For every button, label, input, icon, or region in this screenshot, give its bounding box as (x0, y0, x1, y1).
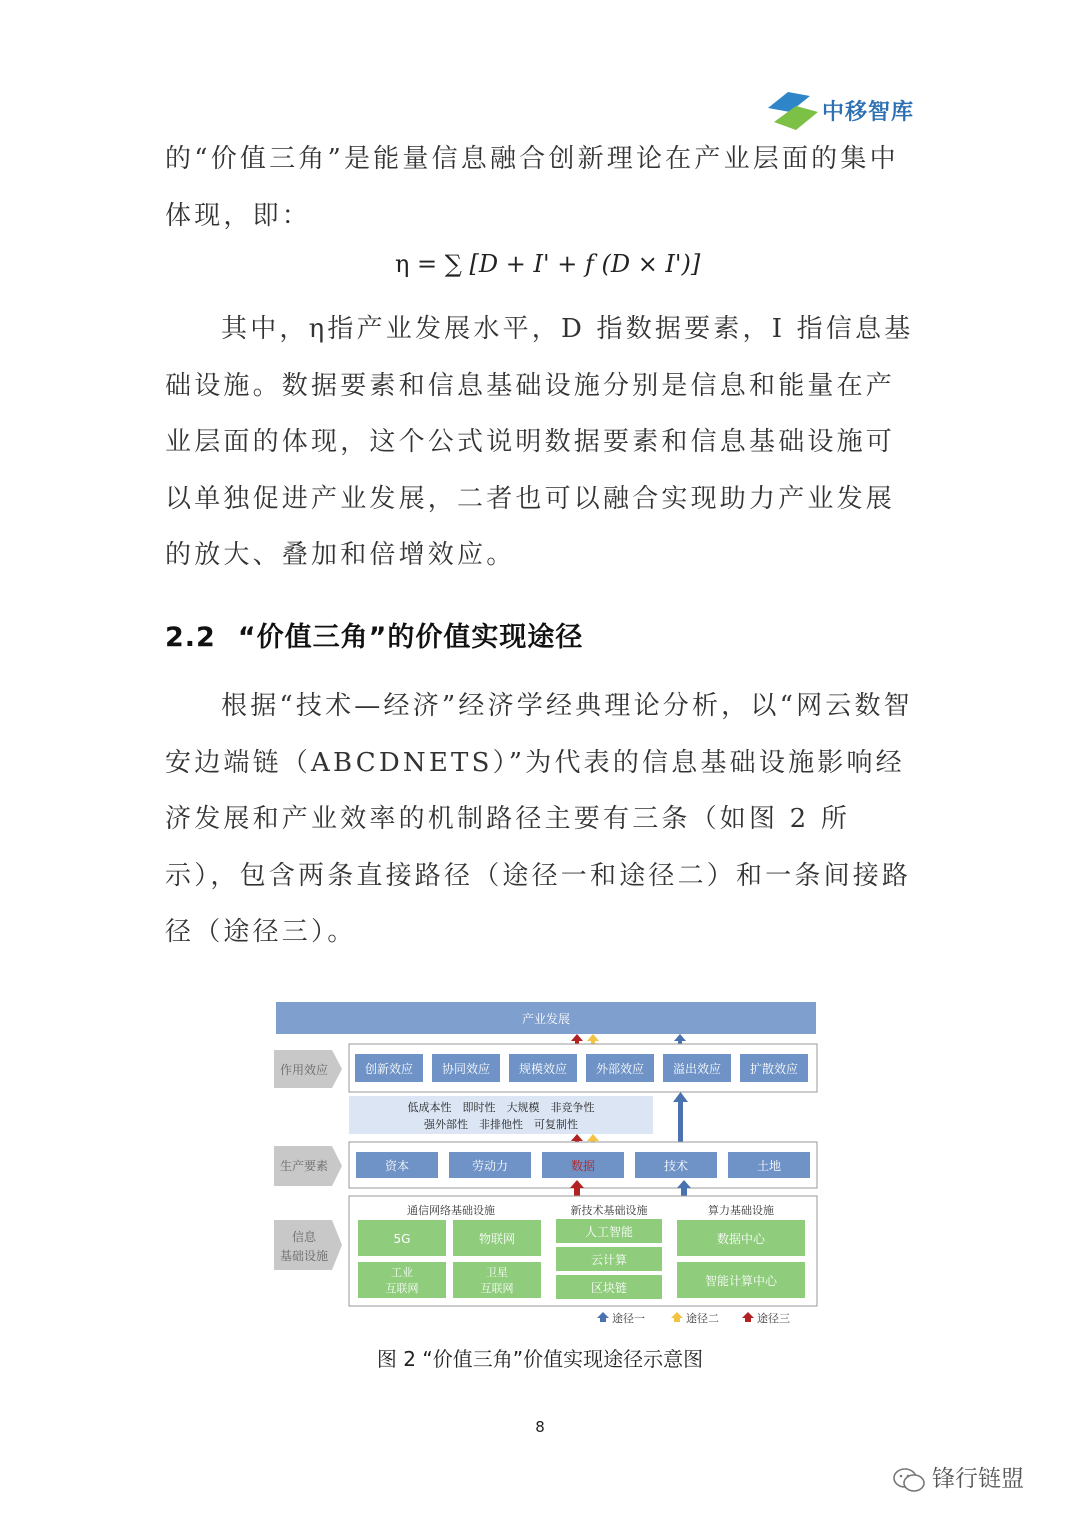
wechat-icon (892, 1467, 926, 1493)
page-number: 8 (535, 1418, 545, 1436)
value-path-diagram (270, 998, 830, 1338)
paragraph-3: 根据“技术—经济”经济学经典理论分析，以“网云数智安边端链（ABCDNETS）”为代表的信息基础设施影响经济发展和产业效率的机制路径主要有三条（如图 2 所示），包含两条直接路径（途径一和途径二）和一条间接路径（途径三）。 (165, 691, 913, 947)
arrow-path1-head (673, 1092, 688, 1102)
group-title-newtech: 新技术基础设施 (570, 1204, 648, 1217)
section-heading (165, 615, 583, 654)
legend-arrow-path2 (671, 1312, 683, 1322)
figure-caption: 图 2 “价值三角”价值实现途径示意图 (376, 1347, 704, 1371)
arrow-path3-top (571, 1034, 583, 1044)
legend-label: 途径一 (612, 1312, 645, 1325)
infra-label: 智能计算中心 (704, 1274, 778, 1288)
effect-label: 溢出效应 (672, 1062, 722, 1076)
section-number: 2.2 (165, 622, 216, 653)
legend-label: 途径二 (686, 1312, 719, 1325)
factor-label: 劳动力 (471, 1159, 509, 1173)
factor-label: 数据 (570, 1159, 596, 1173)
row-label-factors: 生产要素 (279, 1159, 329, 1173)
watermark-text: 锋行链盟 (932, 1466, 1024, 1492)
factor-label: 资本 (384, 1159, 410, 1173)
effect-label: 扩散效应 (749, 1062, 799, 1076)
effect-label: 协同效应 (441, 1062, 491, 1076)
legend-label: 途径三 (757, 1312, 790, 1325)
factor-label: 技术 (663, 1159, 689, 1173)
formula (395, 250, 700, 278)
group-title-compute: 算力基础设施 (708, 1204, 774, 1217)
section-title: “价值三角”的价值实现途径 (237, 622, 584, 653)
effect-label: 外部效应 (595, 1062, 645, 1076)
legend-arrow-path1 (597, 1312, 609, 1322)
infra-label: 物联网 (478, 1232, 516, 1246)
infra-label: 卫星 (486, 1266, 508, 1279)
arrow-path2-top (587, 1034, 599, 1044)
watermark (892, 1460, 1024, 1493)
legend-arrow-path3 (742, 1312, 754, 1322)
properties-line-2: 强外部性 非排他性 可复制性 (424, 1118, 578, 1131)
paragraph-2: 其中，η指产业发展水平，D 指数据要素，I 指信息基础设施。数据要素和信息基础设施分别是信息和能量在产业层面的体现，这个公式说明数据要素和信息基础设施可以单独促进产业发展，二者也可以融合实现助力产业发展的放大、叠加和倍增效应。 (165, 314, 914, 570)
infra-label: 互联网 (480, 1282, 514, 1295)
row-label-infra-2: 基础设施 (279, 1249, 329, 1263)
infra-label: 5G (393, 1232, 411, 1246)
row-label-infra-1: 信息 (291, 1230, 317, 1244)
formula-lhs: η = ∑ (395, 250, 462, 278)
properties-line-1: 低成本性 即时性 大规模 非竞争性 (407, 1101, 595, 1114)
infra-label: 工业 (391, 1266, 413, 1279)
factor-label: 土地 (756, 1159, 782, 1173)
infra-label: 人工智能 (584, 1225, 634, 1239)
formula-rhs: [D + I' + f (D × I')] (469, 250, 701, 278)
arrow-path1-top (674, 1034, 686, 1044)
infra-label: 云计算 (590, 1253, 628, 1267)
top-bar-label: 产业发展 (521, 1012, 571, 1026)
infra-label: 数据中心 (716, 1232, 766, 1246)
infra-label: 区块链 (590, 1281, 628, 1295)
logo-text: 中移智库 (822, 100, 915, 125)
paragraph-1: 的“价值三角”是能量信息融合创新理论在产业层面的集中体现，即： (165, 144, 899, 231)
group-title-network: 通信网络基础设施 (407, 1204, 495, 1217)
row-label-effects: 作用效应 (279, 1063, 329, 1077)
effect-label: 创新效应 (364, 1062, 414, 1076)
arrow-path1-shaft (678, 1100, 683, 1142)
effect-label: 规模效应 (518, 1062, 568, 1076)
infra-label: 互联网 (385, 1282, 419, 1295)
